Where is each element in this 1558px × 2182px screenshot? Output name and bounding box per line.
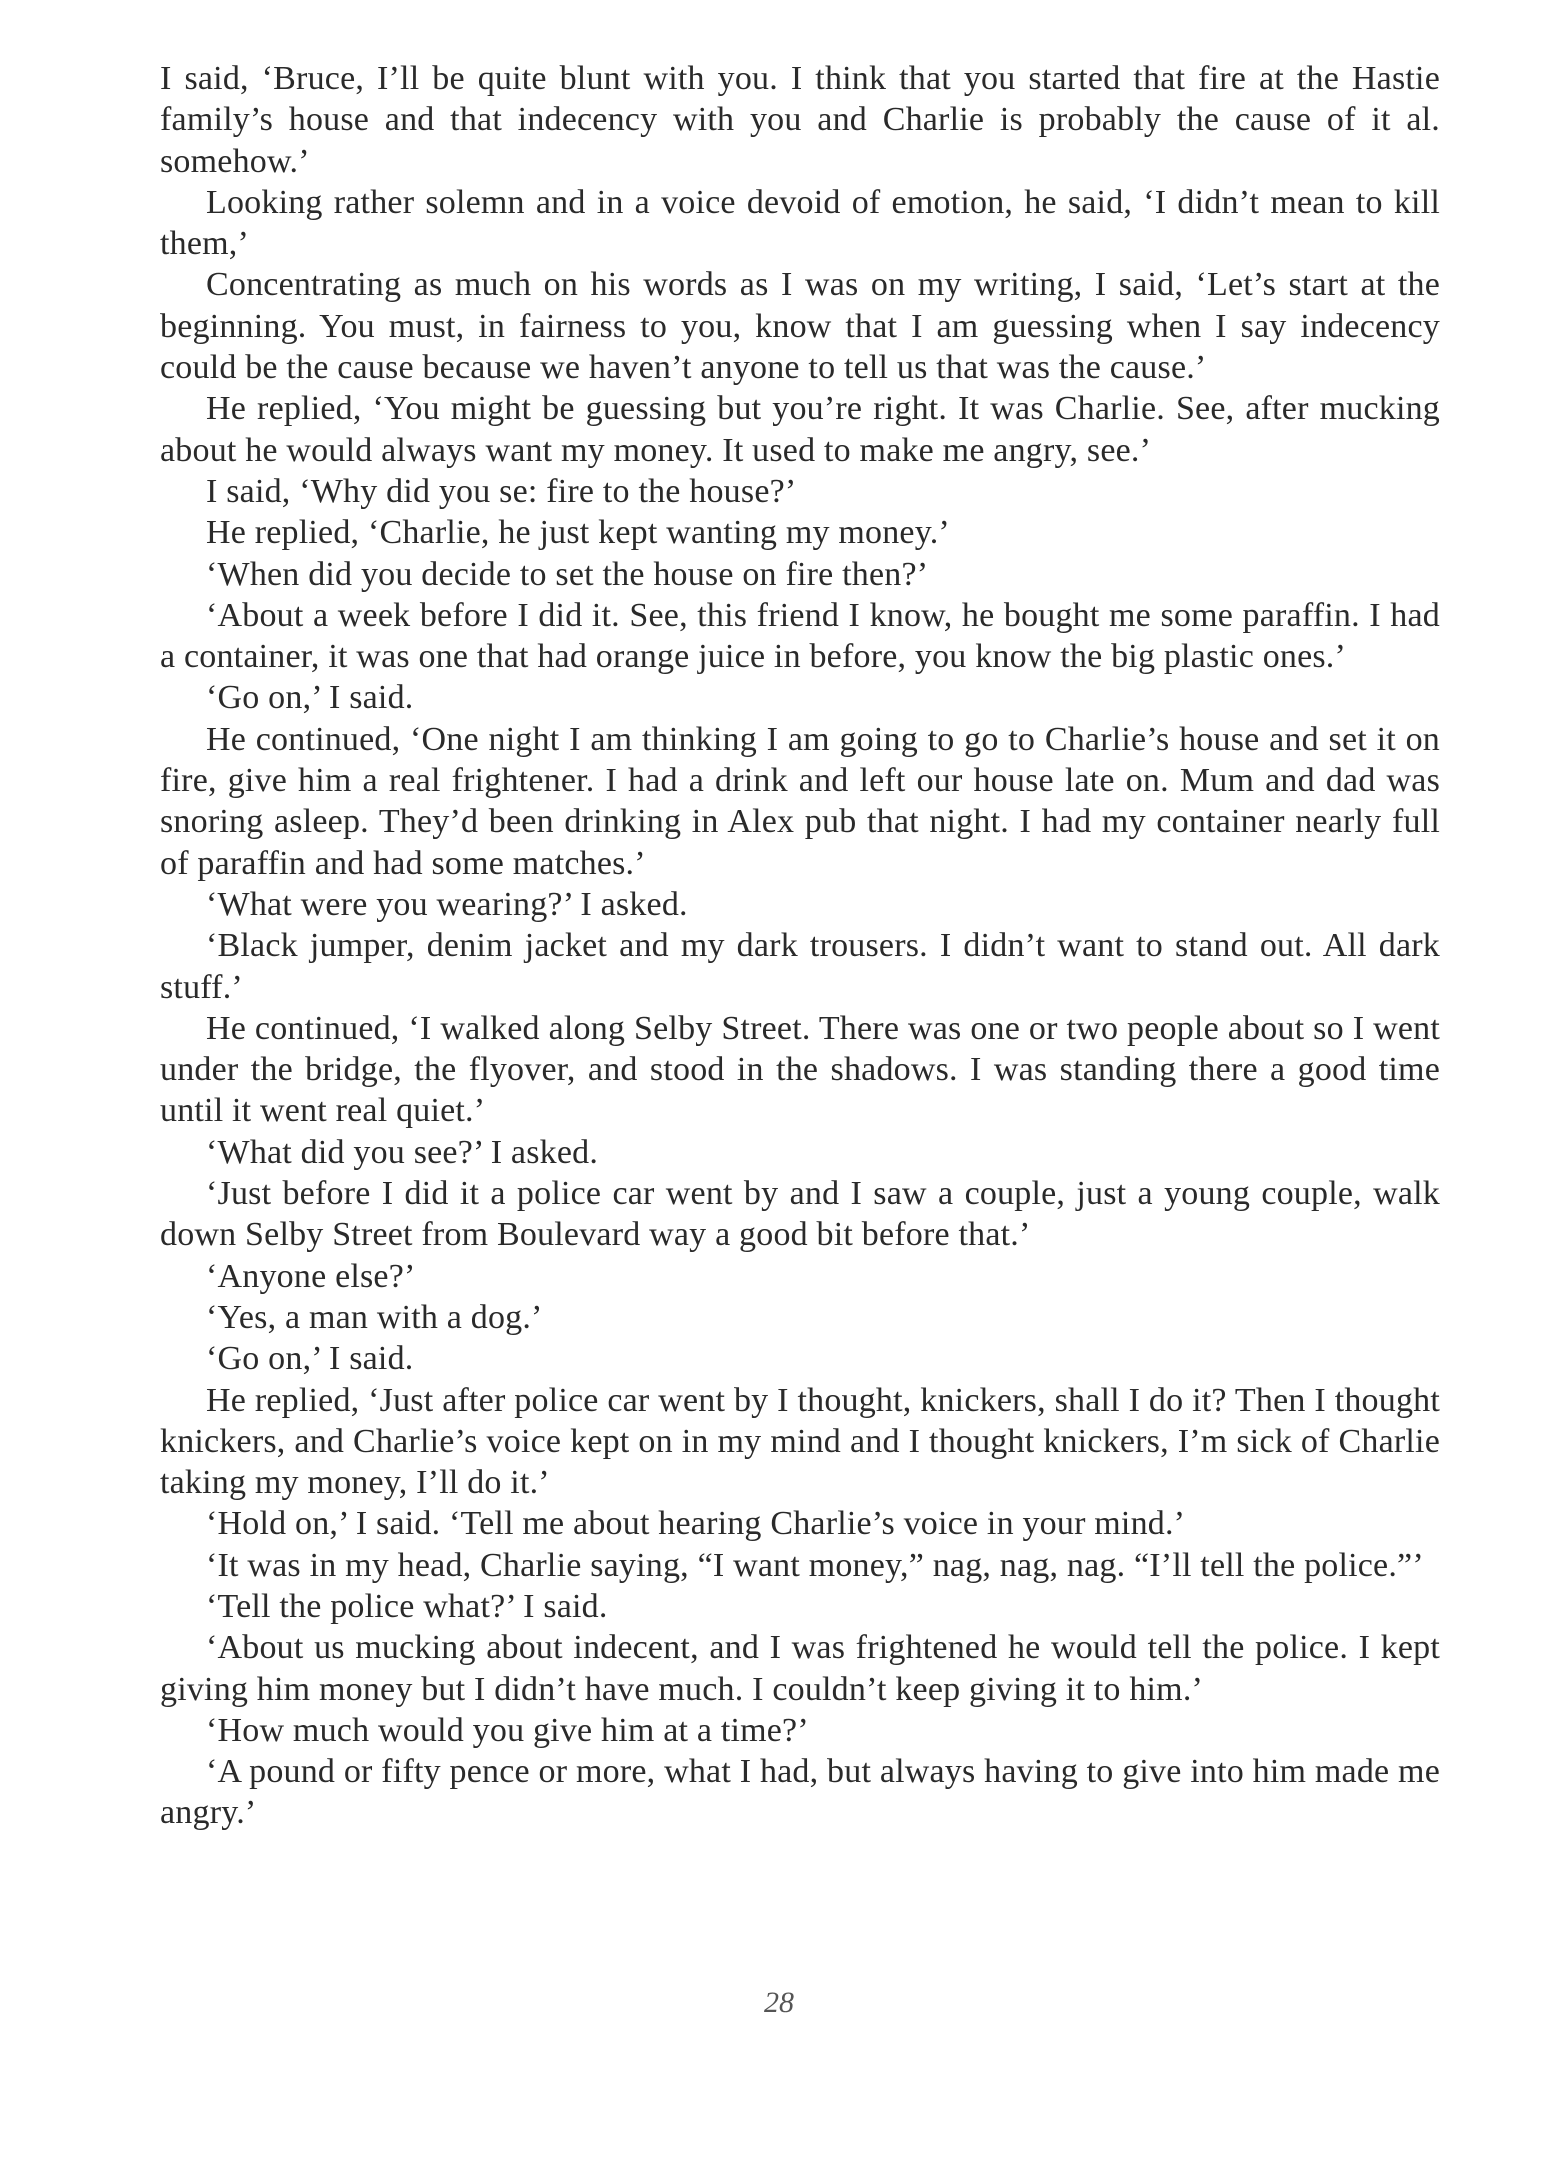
paragraph: ‘Hold on,’ I said. ‘Tell me about hearing Charlie’s voice in your mind.’ [206, 1505, 1186, 1543]
paragraph: Concentrating as much on his words as I was on my writing, I said, ‘Let’s start at the beginning. You must, in fairness to you, know that I am guessing when I say indecency could be the cause because we haven’t anyone to tell us that was the cause.’ [160, 266, 1440, 387]
paragraph: Looking rather solemn and in a voice devoid of emotion, he said, ‘I didn’t mean to kill them,’ [160, 183, 1440, 263]
paragraph: He replied, ‘Just after police car went by I thought, knickers, shall I do it? Then I thought knickers, and Charlie’s voice kept on in my mind and I thought knickers, I’m sick of Charlie taking my money, I’ll do it.’ [160, 1381, 1440, 1502]
paragraph: He continued, ‘One night I am thinking I am going to go to Charlie’s house and set it on fire, give him a real frightener. I had a drink and left our house late on. Mum and dad was snoring asleep. They’d been drinking in Alex pub that night. I had my container nearly full of paraffin and had some matches.’ [160, 720, 1440, 882]
paragraph: ‘Black jumper, denim jacket and my dark trousers. I didn’t want to stand out. All dark stuff.’ [160, 927, 1440, 1006]
paragraph: ‘What were you wearing?’ I asked. [206, 885, 688, 923]
paragraph: ‘Tell the police what?’ I said. [206, 1587, 608, 1625]
paragraph: ‘Go on,’ I said. [206, 679, 414, 717]
page-number: 28 [764, 1986, 794, 2019]
page-body-text [160, 58, 1440, 1834]
paragraph: ‘About a week before I did it. See, this friend I know, he bought me some paraffin. I had a container, it was one that had orange juice in before, you know the big plastic ones.’ [160, 596, 1440, 676]
paragraph: He replied, ‘You might be guessing but you’re right. It was Charlie. See, after mucking about he would always want my money. It used to make me angry, see.’ [160, 390, 1440, 469]
paragraph: ‘Yes, a man with a dog.’ [206, 1298, 543, 1336]
paragraph: ‘Go on,’ I said. [206, 1340, 414, 1378]
paragraph: ‘A pound or fifty pence or more, what I had, but always having to give into him made me angry.’ [160, 1753, 1440, 1832]
paragraph: I said, ‘Bruce, I’ll be quite blunt with you. I think that you started that fire at the Hastie family’s house and that indecency with you and Charlie is probably the cause of it al. somehow.’ [160, 60, 1440, 180]
paragraph: ‘It was in my head, Charlie saying, “I want money,” nag, nag, nag. “I’ll tell the police.”’ [206, 1546, 1424, 1584]
paragraph: ‘How much would you give him at a time?’ [206, 1711, 809, 1749]
paragraph: ‘Just before I did it a police car went by and I saw a couple, just a young couple, walk down Selby Street from Boulevard way a good bit before that.’ [160, 1175, 1440, 1254]
paragraph: I said, ‘Why did you se: fire to the house?’ [206, 472, 797, 510]
paragraph: ‘Anyone else?’ [206, 1257, 416, 1295]
paragraph: ‘When did you decide to set the house on fire then?’ [206, 555, 929, 593]
paragraph: He continued, ‘I walked along Selby Street. There was one or two people about so I went under the bridge, the flyover, and stood in the shadows. I was standing there a good time until it went real quiet.’ [160, 1009, 1440, 1130]
paragraph: He replied, ‘Charlie, he just kept wanting my money.’ [206, 514, 950, 552]
paragraph: ‘What did you see?’ I asked. [206, 1133, 599, 1171]
paragraph: ‘About us mucking about indecent, and I was frightened he would tell the police. I kept giving him money but I didn’t have much. I couldn’t keep giving it to him.’ [160, 1629, 1440, 1708]
